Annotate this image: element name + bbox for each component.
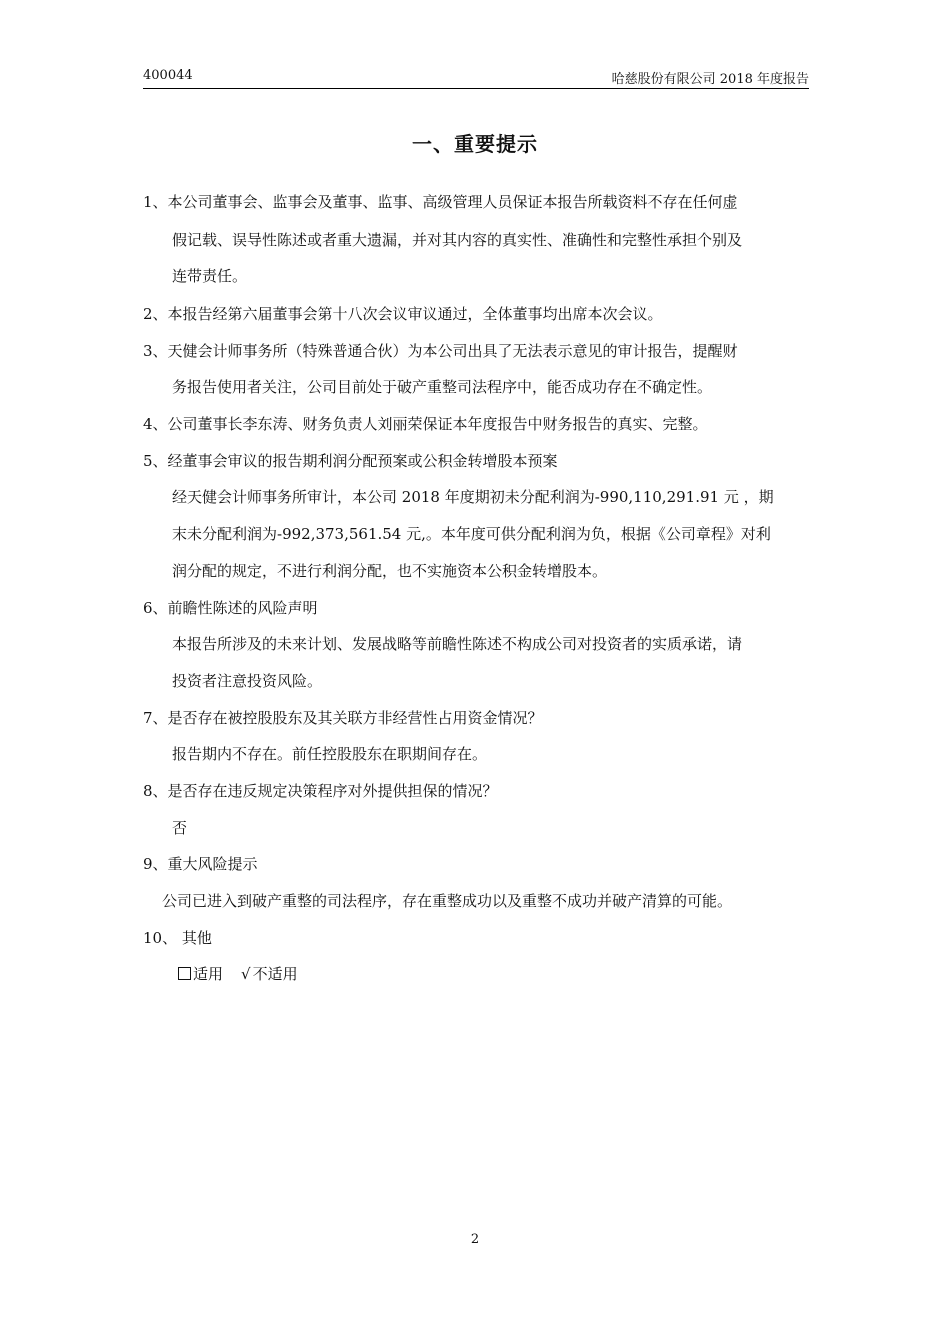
item6-line3: 投资者注意投资风险。	[172, 672, 323, 690]
item5-line3: 末未分配利润为-992,373,561.54 元,。本年度可供分配利润为负，根据《公司章程》对利	[172, 525, 771, 543]
item6-line2: 本报告所涉及的未来计划、发展战略等前瞻性陈述不构成公司对投资者的实质承诺，请	[172, 635, 743, 653]
applicability-options	[178, 964, 298, 984]
item5-line4: 润分配的规定，不进行利润分配，也不实施资本公积金转增股本。	[172, 562, 608, 580]
item7-line2: 报告期内不存在。前任控股股东在职期间存在。	[172, 745, 488, 763]
item3-line2: 务报告使用者关注，公司目前处于破产重整司法程序中，能否成功存在不确定性。	[172, 378, 713, 396]
stock-code: 400044	[143, 68, 193, 83]
item4-line1: 4、公司董事长李东涛、财务负责人刘丽荣保证本年度报告中财务报告的真实、完整。	[143, 415, 708, 433]
not-applicable-label: 不适用	[252, 965, 298, 983]
item10-line1: 10、 其他	[143, 929, 212, 947]
item3-line1: 3、天健会计师事务所（特殊普通合伙）为本公司出具了无法表示意见的审计报告，提醒财	[143, 342, 738, 360]
item5-line1: 5、经董事会审议的报告期利润分配预案或公积金转增股本预案	[143, 452, 558, 470]
item6-line1: 6、前瞻性陈述的风险声明	[143, 599, 318, 617]
item5-line2: 经天健会计师事务所审计，本公司 2018 年度期初未分配利润为-990,110,291.91 元 ，期	[172, 488, 774, 506]
section-title: 一、重要提示	[412, 132, 538, 156]
item2-line1: 2、本报告经第六届董事会第十八次会议审议通过，全体董事均出席本次会议。	[143, 305, 663, 323]
item7-line1: 7、是否存在被控股股东及其关联方非经营性占用资金情况？	[143, 709, 543, 727]
report-title: 哈慈股份有限公司 2018 年度报告	[611, 72, 809, 87]
item1-line1: 1、本公司董事会、监事会及董事、监事、高级管理人员保证本报告所载资料不存在任何虚	[143, 193, 738, 211]
item8-line2: 否	[172, 819, 188, 837]
unchecked-box-icon	[178, 967, 191, 980]
item9-line1: 9、重大风险提示	[143, 855, 258, 873]
item1-line3: 连带责任。	[172, 267, 248, 285]
item1-line2: 假记载、误导性陈述或者重大遗漏，并对其内容的真实性、准确性和完整性承担个别及	[172, 231, 743, 249]
applicable-label: 适用	[193, 965, 224, 983]
page-header	[143, 66, 809, 89]
page-number: 2	[470, 1232, 480, 1247]
item9-line2: 公司已进入到破产重整的司法程序，存在重整成功以及重整不成功并破产清算的可能。	[162, 892, 733, 910]
check-mark-icon: √	[241, 965, 251, 983]
item8-line1: 8、是否存在违反规定决策程序对外提供担保的情况？	[143, 782, 498, 800]
